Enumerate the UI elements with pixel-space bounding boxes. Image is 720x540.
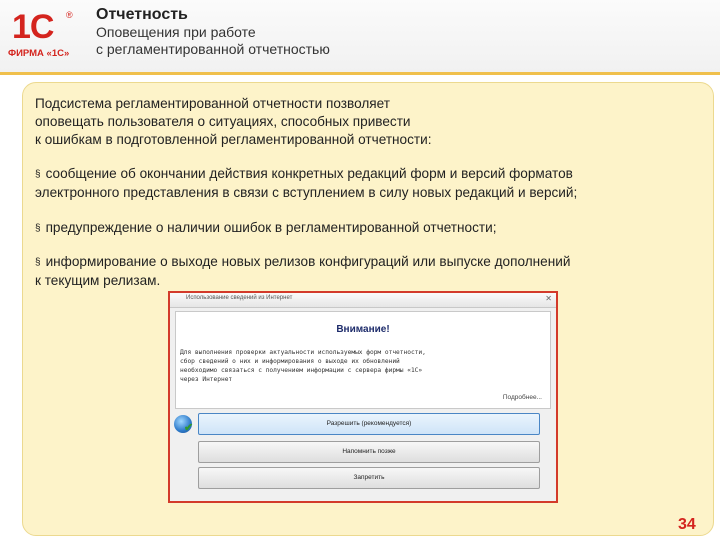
bullet-text: электронного представления в связи с вступлением в силу новых редакций и версий; <box>35 185 578 200</box>
bullet-mark-icon: § <box>35 223 41 234</box>
page-number: 34 <box>678 516 696 533</box>
intro-paragraph <box>35 95 695 149</box>
bullet-item <box>35 219 705 238</box>
dialog-title: Использование сведений из Интернет <box>186 295 293 301</box>
bullet-text: сообщение об окончании действия конкретных редакций форм и версий форматов <box>45 166 573 181</box>
dialog-heading: Внимание! <box>336 324 390 335</box>
subtitle-line: Оповещения при работе <box>96 24 256 40</box>
remind-later-button[interactable]: Напомнить позже <box>198 441 540 463</box>
subtitle-line: с регламентированной отчетностью <box>96 41 330 57</box>
page-title: Отчетность <box>96 6 188 23</box>
dialog-message-line: необходимо связаться с получением информации с сервера фирмы «1С» <box>180 367 423 374</box>
bullet-mark-icon: § <box>35 169 41 180</box>
logo-firm-name: ФИРМА «1С» <box>8 48 70 59</box>
intro-line: оповещать пользователя о ситуациях, способных привести <box>35 114 411 129</box>
dialog-message-panel <box>175 311 551 409</box>
header-divider <box>0 72 720 75</box>
1c-logo <box>8 4 84 64</box>
content-panel <box>22 82 714 536</box>
close-icon[interactable]: ✕ <box>545 294 552 303</box>
dialog-message-line: сбор сведений о них и информирования о выходе их обновлений <box>180 358 400 365</box>
dialog-message-line: через Интернет <box>180 376 233 383</box>
page-subtitle <box>96 24 330 58</box>
deny-button[interactable]: Запретить <box>198 467 540 489</box>
dialog-message <box>180 348 544 384</box>
bullet-text: информирование о выходе новых релизов конфигураций или выпуске дополнений <box>45 254 571 269</box>
intro-line: к ошибкам в подготовленной регламентированной отчетности: <box>35 132 432 147</box>
logo-registered-mark: ® <box>66 10 73 20</box>
intro-line: Подсистема регламентированной отчетности позволяет <box>35 96 390 111</box>
bullet-text: к текущим релизам. <box>35 273 161 288</box>
bullet-mark-icon: § <box>35 257 41 268</box>
check-icon: ✔ <box>184 422 194 434</box>
bullet-text: предупреждение о наличии ошибок в регламентированной отчетности; <box>45 220 497 235</box>
dialog-message-line: Для выполнения проверки актуальности используемых форм отчетности, <box>180 349 426 356</box>
bullet-item <box>35 253 705 290</box>
dialog-titlebar <box>170 293 556 308</box>
internet-usage-dialog <box>168 291 558 503</box>
more-details-link[interactable]: Подробнее... <box>502 394 542 401</box>
logo-mark: 1С <box>12 8 54 46</box>
allow-button[interactable]: Разрешить (рекомендуется) <box>198 413 540 435</box>
bullet-item <box>35 165 705 202</box>
slide-header <box>0 0 720 72</box>
